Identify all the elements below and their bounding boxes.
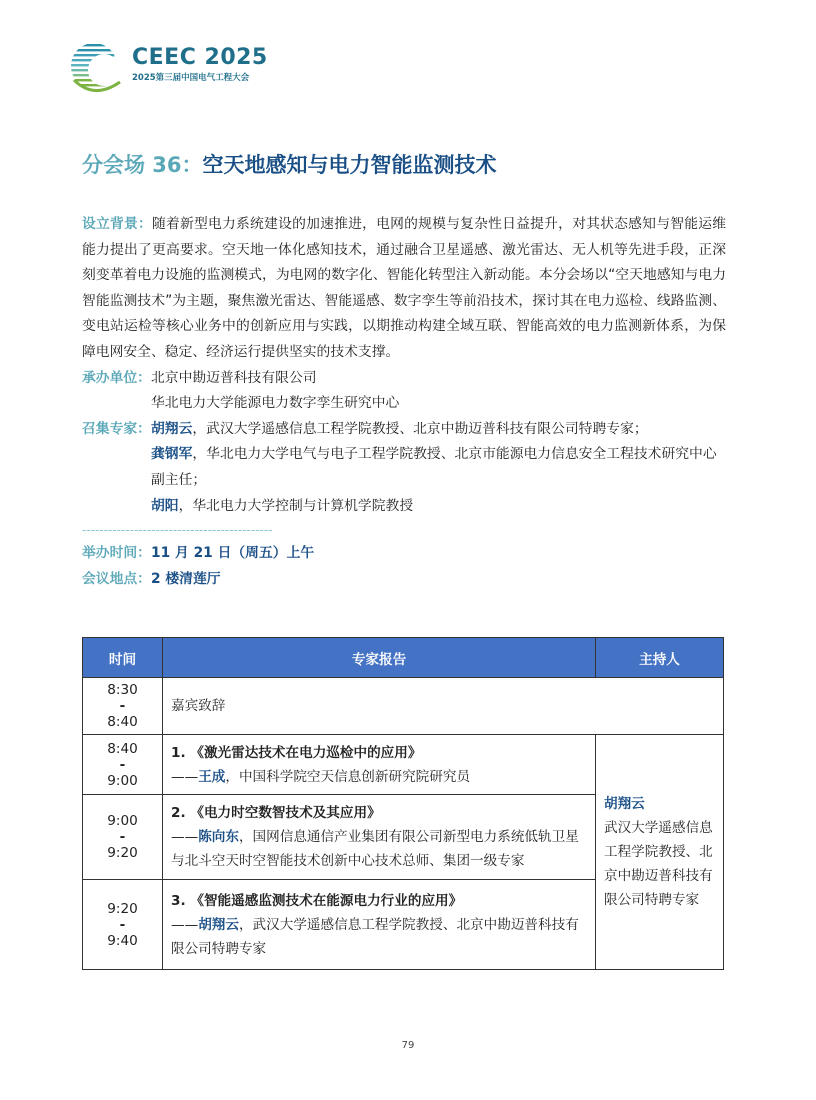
speaker-name: 王成 [198, 768, 226, 785]
start-time: 9:20 [107, 900, 138, 917]
header-host: 主持人 [596, 638, 724, 678]
talk-speaker-line [171, 825, 587, 873]
host-desc: 武汉大学遥感信息工程学院教授、北京中勘迈普科技有限公司特聘专家 [604, 820, 713, 908]
table-header-row [83, 638, 724, 678]
time-separator: - [119, 756, 126, 773]
time-separator: - [119, 698, 126, 714]
speaker-affiliation: ，武汉大学遥感信息工程学院教授、北京中勘迈普科技有限公司特聘专家 [171, 916, 579, 957]
end-time: 9:00 [107, 772, 138, 789]
time-cell [83, 678, 163, 735]
page-title [82, 150, 497, 180]
convener-name: 胡阳 [150, 497, 179, 514]
report-cell [163, 880, 596, 970]
convener-item [151, 442, 726, 493]
page-number: 79 [401, 1040, 415, 1051]
organizer-item: 北京中勘迈普科技有限公司 [150, 369, 317, 386]
organizers-section [82, 366, 726, 417]
talk-title: 2. 《电力时空数智技术及其应用》 [171, 805, 381, 821]
time-separator: - [119, 829, 126, 845]
report-cell [163, 735, 596, 795]
header-time: 时间 [83, 638, 163, 678]
table-row [83, 678, 724, 735]
background-text: 随着新型电力系统建设的加速推进，电网的规模与复杂性日益提升，对其状态感知与智能运维能力提出了更高要求。空天地一体化感知技术，通过融合卫星遥感、激光雷达、无人机等先进手段，正深刻变革着电力设施的监测模式，为电网的数字化、智能化转型注入新动能。本分会场以“空天地感知与电力智能监测技术”为主题，聚焦激光雷达、智能遥感、数字孪生等前沿技术，探讨其在电力巡检、线路监测、变电站运检等核心业务中的创新应用与实践，以期推动构建全域互联、智能高效的电力监测新体系，为保障电网安全、稳定、经济运行提供坚实的技术支撑。 [82, 216, 727, 360]
session-name: 空天地感知与电力智能监测技术 [202, 153, 497, 177]
host-cell [596, 735, 724, 970]
speaker-name: 胡翔云 [198, 916, 239, 933]
speaker-name: 陈向东 [198, 829, 239, 845]
conveners-label: 召集专家： [82, 420, 151, 437]
time-cell [83, 880, 163, 970]
start-time: 8:40 [107, 740, 138, 757]
convener-desc: ，武汉大学遥感信息工程学院教授、北京中勘迈普科技有限公司特聘专家； [192, 420, 648, 437]
ceec-globe-icon [68, 40, 128, 96]
background-section [82, 212, 726, 366]
talk-title: 3. 《智能遥感监测技术在能源电力行业的应用》 [171, 892, 463, 909]
time-value: 11 月 21 日（周五）上午 [150, 545, 315, 562]
dash-mark: —— [171, 829, 199, 845]
speaker-affiliation: ，国网信息通信产业集团有限公司新型电力系统低轨卫星与北斗空天时空智能技术创新中心技术总师、集团一级专家 [171, 829, 579, 869]
event-venue [82, 567, 726, 593]
section-divider: -------------------------------------------- [82, 523, 273, 538]
organizer-item: 华北电力大学能源电力数字孪生研究中心 [150, 395, 400, 412]
logo-title: CEEC 2025 [132, 45, 268, 70]
background-label: 设立背景： [82, 216, 153, 232]
talk-speaker-line [171, 913, 587, 961]
table-row [83, 735, 724, 795]
time-separator: - [119, 916, 126, 933]
convener-desc: ，华北电力大学电气与电子工程学院教授、北京市能源电力信息安全工程技术研究中心副主任； [150, 446, 717, 488]
header-report: 专家报告 [163, 638, 596, 678]
conference-logo [68, 40, 268, 100]
start-time: 8:30 [107, 682, 138, 698]
end-time: 9:20 [107, 845, 138, 861]
convener-name: 龚钢军 [150, 446, 193, 463]
dash-mark: —— [171, 768, 199, 785]
convener-item [151, 417, 726, 443]
host-name: 胡翔云 [604, 796, 645, 812]
organizers-label: 承办单位： [82, 369, 151, 386]
time-label: 举办时间： [82, 545, 151, 562]
session-info [82, 212, 726, 592]
convener-desc: ，华北电力大学控制与计算机学院教授 [178, 497, 414, 514]
venue-value: 2 楼清莲厅 [150, 570, 221, 587]
venue-label: 会议地点： [82, 570, 151, 587]
conveners-section [82, 417, 726, 519]
speaker-affiliation: ，中国科学院空天信息创新研究院研究员 [225, 768, 471, 785]
logo-subtitle: 2025第三届中国电气工程大会 [132, 73, 250, 83]
end-time: 9:40 [107, 932, 138, 949]
start-time: 9:00 [107, 813, 138, 829]
report-cell [163, 795, 596, 880]
convener-item [151, 494, 726, 520]
dash-mark: —— [171, 916, 199, 933]
talk-title: 1. 《激光雷达技术在电力巡检中的应用》 [171, 744, 422, 761]
convener-name: 胡翔云 [150, 420, 193, 437]
time-cell [83, 795, 163, 880]
talk-speaker-line [171, 765, 587, 789]
event-time [82, 541, 726, 567]
end-time: 8:40 [107, 714, 138, 730]
schedule-table [82, 637, 724, 970]
session-number: 分会场 36： [82, 153, 203, 177]
welcome-cell: 嘉宾致辞 [163, 678, 724, 735]
time-cell [83, 735, 163, 795]
